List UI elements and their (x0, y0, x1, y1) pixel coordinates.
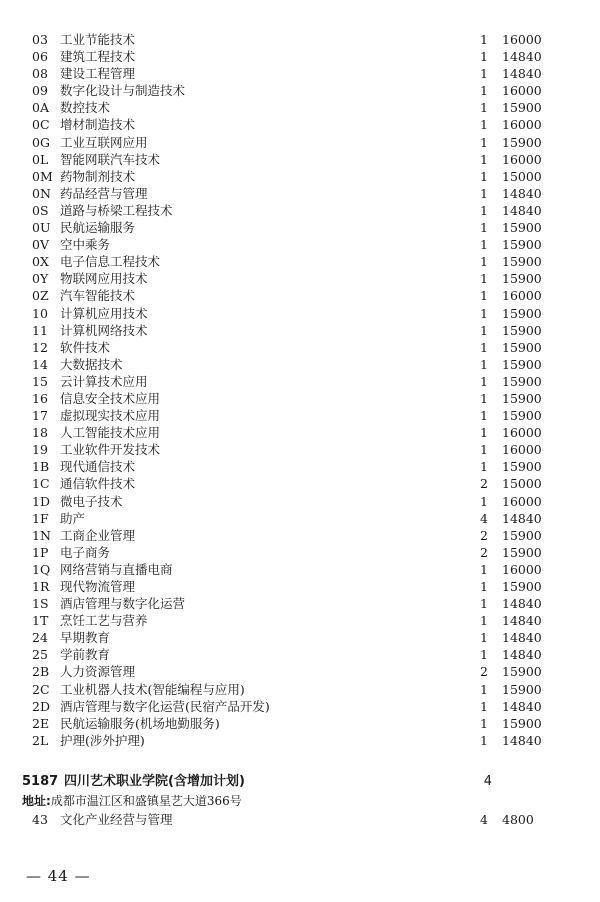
tuition-fee: 16000 (502, 442, 542, 458)
plan-count: 1 (480, 698, 488, 714)
plan-count: 1 (480, 151, 488, 167)
table-row (0, 168, 600, 185)
tuition-fee: 15900 (502, 715, 542, 731)
program-code: 10 (32, 305, 48, 321)
tuition-fee: 15900 (502, 271, 542, 287)
table-row (0, 475, 600, 492)
tuition-fee: 14840 (502, 510, 542, 526)
plan-count: 1 (480, 425, 488, 441)
tuition-fee: 4800 (502, 812, 534, 827)
program-code: 0N (32, 185, 51, 201)
plan-count: 1 (480, 681, 488, 697)
program-code: 1N (32, 527, 51, 543)
program-code: 2D (32, 698, 50, 714)
table-row (0, 629, 600, 646)
program-name: 人力资源管理 (60, 664, 136, 680)
tuition-fee: 14840 (502, 49, 542, 65)
tuition-fee: 15900 (502, 305, 542, 321)
plan-count: 1 (480, 66, 488, 82)
plan-count: 1 (480, 561, 488, 577)
tuition-fee: 16000 (502, 425, 542, 441)
plan-count: 1 (480, 408, 488, 424)
program-code: 1F (32, 510, 49, 526)
program-name: 文化产业经营与管理 (60, 812, 173, 827)
program-name: 微电子技术 (60, 493, 123, 509)
table-row (0, 305, 600, 322)
program-name: 虚拟现实技术应用 (60, 408, 161, 424)
program-name: 工业互联网应用 (60, 134, 148, 150)
tuition-fee: 16000 (502, 561, 542, 577)
program-name: 工商企业管理 (60, 527, 136, 543)
program-code: 03 (32, 32, 48, 47)
school-header (22, 773, 582, 791)
table-row (0, 681, 600, 698)
program-name: 智能网联汽车技术 (60, 151, 161, 167)
table-row (0, 407, 600, 424)
table-row (0, 493, 600, 510)
plan-count: 1 (480, 305, 488, 321)
table-row (0, 151, 600, 168)
school-plan-count: 4 (483, 774, 492, 789)
tuition-fee: 14840 (502, 647, 542, 663)
tuition-fee: 15900 (502, 356, 542, 372)
program-name: 网络营销与直播电商 (60, 561, 173, 577)
plan-count: 2 (480, 544, 488, 560)
program-name: 早期教育 (60, 630, 111, 646)
program-code: 18 (32, 425, 48, 441)
program-code: 06 (32, 49, 48, 65)
address-label: 地址: (22, 794, 51, 808)
program-code: 0M (32, 168, 53, 184)
table-row (0, 99, 600, 116)
table-row (0, 116, 600, 133)
table-row (0, 287, 600, 304)
program-name: 大数据技术 (60, 356, 123, 372)
plan-count: 1 (480, 390, 488, 406)
school-address (22, 793, 242, 810)
program-name: 计算机应用技术 (60, 305, 148, 321)
tuition-fee: 15900 (502, 322, 542, 338)
plan-count: 2 (480, 664, 488, 680)
tuition-fee: 15900 (502, 373, 542, 389)
tuition-fee: 16000 (502, 32, 542, 47)
program-name: 云计算技术应用 (60, 373, 148, 389)
table-row (0, 48, 600, 65)
program-code: 1T (32, 613, 49, 629)
plan-count: 1 (480, 339, 488, 355)
tuition-fee: 16000 (502, 151, 542, 167)
program-name: 建设工程管理 (60, 66, 136, 82)
program-name: 空中乘务 (60, 237, 111, 253)
program-code: 15 (32, 373, 48, 389)
program-name: 学前教育 (60, 647, 111, 663)
plan-count: 1 (480, 459, 488, 475)
plan-count: 1 (480, 373, 488, 389)
table-row (0, 595, 600, 612)
tuition-fee: 14840 (502, 630, 542, 646)
program-name: 通信软件技术 (60, 476, 136, 492)
program-name: 增材制造技术 (60, 117, 136, 133)
program-name: 电子商务 (60, 544, 111, 560)
program-code: 0U (32, 220, 51, 236)
program-code: 1C (32, 476, 50, 492)
table-row (0, 373, 600, 390)
program-code: 1Q (32, 561, 51, 577)
tuition-fee: 16000 (502, 493, 542, 509)
tuition-fee: 15900 (502, 681, 542, 697)
program-name: 酒店管理与数字化运营(民宿产品开发) (60, 698, 270, 714)
tuition-fee: 14840 (502, 185, 542, 201)
program-list (0, 31, 600, 749)
tuition-fee: 15900 (502, 254, 542, 270)
table-row (0, 698, 600, 715)
table-row (0, 202, 600, 219)
tuition-fee: 16000 (502, 117, 542, 133)
tuition-fee: 15900 (502, 237, 542, 253)
plan-count: 1 (480, 596, 488, 612)
plan-count: 1 (480, 32, 488, 47)
program-code: 1B (32, 459, 50, 475)
program-name: 数字化设计与制造技术 (60, 83, 186, 99)
plan-count: 1 (480, 254, 488, 270)
tuition-fee: 15900 (502, 664, 542, 680)
plan-count: 1 (480, 647, 488, 663)
table-row (0, 219, 600, 236)
program-code: 0Y (32, 271, 49, 287)
table-row (0, 578, 600, 595)
program-code: 2E (32, 715, 50, 731)
plan-count: 1 (480, 134, 488, 150)
table-row (0, 646, 600, 663)
program-name: 汽车智能技术 (60, 288, 136, 304)
program-name: 工业节能技术 (60, 32, 136, 47)
plan-count: 1 (480, 271, 488, 287)
plan-count: 1 (480, 442, 488, 458)
program-name: 物联网应用技术 (60, 271, 148, 287)
table-row (0, 31, 600, 48)
plan-count: 1 (480, 202, 488, 218)
plan-count: 1 (480, 220, 488, 236)
program-name: 电子信息工程技术 (60, 254, 161, 270)
tuition-fee: 16000 (502, 288, 542, 304)
program-name: 助产 (60, 510, 86, 526)
program-code: 2C (32, 681, 50, 697)
program-code: 1S (32, 596, 49, 612)
table-row (0, 253, 600, 270)
plan-count: 1 (480, 630, 488, 646)
program-code: 1P (32, 544, 49, 560)
table-row (0, 663, 600, 680)
program-code: 1R (32, 579, 50, 594)
plan-count: 1 (480, 493, 488, 509)
plan-count: 1 (480, 715, 488, 731)
program-code: 0X (32, 254, 49, 270)
table-row (0, 527, 600, 544)
school-name: 四川艺术职业学院(含增加计划) (64, 774, 245, 789)
program-name: 酒店管理与数字化运营 (60, 596, 186, 612)
plan-count: 1 (480, 83, 488, 99)
table-row (0, 441, 600, 458)
program-name: 烹饪工艺与营养 (60, 613, 148, 629)
program-code: 0V (32, 237, 49, 253)
program-name: 民航运输服务 (60, 220, 136, 236)
table-row (0, 458, 600, 475)
program-code: 0L (32, 151, 49, 167)
program-code: 16 (32, 390, 48, 406)
program-code: 19 (32, 442, 48, 458)
plan-count: 2 (480, 476, 488, 492)
school-code: 5187 (22, 774, 59, 789)
plan-count: 4 (480, 812, 488, 827)
program-code: 08 (32, 66, 48, 82)
plan-count: 1 (480, 322, 488, 338)
tuition-fee: 14840 (502, 732, 542, 748)
program-code: 25 (32, 647, 48, 663)
program-name: 现代物流管理 (60, 579, 136, 594)
program-name: 人工智能技术应用 (60, 425, 161, 441)
tuition-fee: 15900 (502, 339, 542, 355)
tuition-fee: 16000 (502, 83, 542, 99)
table-row (0, 236, 600, 253)
table-row (0, 732, 600, 749)
program-code: 0A (32, 100, 49, 116)
tuition-fee: 15900 (502, 459, 542, 475)
table-row (0, 612, 600, 629)
program-code: 43 (32, 812, 48, 827)
page-number: — 44 — (26, 867, 91, 885)
tuition-fee: 14840 (502, 613, 542, 629)
program-name: 现代通信技术 (60, 459, 136, 475)
program-name: 工业软件开发技术 (60, 442, 161, 458)
tuition-fee: 15000 (502, 476, 542, 492)
tuition-fee: 15900 (502, 408, 542, 424)
tuition-fee: 15900 (502, 544, 542, 560)
tuition-fee: 14840 (502, 596, 542, 612)
plan-count: 1 (480, 356, 488, 372)
table-row (0, 715, 600, 732)
tuition-fee: 15900 (502, 527, 542, 543)
plan-count: 1 (480, 168, 488, 184)
table-row (0, 561, 600, 578)
plan-count: 4 (480, 510, 488, 526)
table-row (0, 356, 600, 373)
table-row (0, 424, 600, 441)
program-name: 工业机器人技术(智能编程与应用) (60, 681, 245, 697)
plan-count: 1 (480, 117, 488, 133)
plan-count: 1 (480, 613, 488, 629)
tuition-fee: 15900 (502, 134, 542, 150)
school-program-list (0, 811, 600, 828)
program-code: 0S (32, 202, 49, 218)
tuition-fee: 14840 (502, 202, 542, 218)
tuition-fee: 15900 (502, 579, 542, 594)
table-row (0, 82, 600, 99)
plan-count: 1 (480, 185, 488, 201)
program-code: 17 (32, 408, 48, 424)
table-row (0, 185, 600, 202)
table-row (0, 134, 600, 151)
program-name: 药品经营与管理 (60, 185, 148, 201)
table-row (0, 322, 600, 339)
program-name: 护理(涉外护理) (60, 732, 145, 748)
plan-count: 1 (480, 100, 488, 116)
tuition-fee: 15900 (502, 390, 542, 406)
table-row (0, 339, 600, 356)
table-row (0, 544, 600, 561)
program-code: 1D (32, 493, 50, 509)
program-code: 2L (32, 732, 49, 748)
tuition-fee: 14840 (502, 698, 542, 714)
program-name: 药物制剂技术 (60, 168, 136, 184)
program-name: 道路与桥梁工程技术 (60, 202, 173, 218)
table-row (0, 390, 600, 407)
tuition-fee: 14840 (502, 66, 542, 82)
program-name: 建筑工程技术 (60, 49, 136, 65)
program-name: 数控技术 (60, 100, 111, 116)
program-code: 24 (32, 630, 48, 646)
table-row (0, 510, 600, 527)
table-row (0, 270, 600, 287)
plan-count: 1 (480, 237, 488, 253)
address-text: 成都市温江区和盛镇星艺大道366号 (50, 794, 242, 808)
program-name: 信息安全技术应用 (60, 390, 161, 406)
plan-count: 1 (480, 288, 488, 304)
program-code: 12 (32, 339, 48, 355)
plan-count: 1 (480, 49, 488, 65)
tuition-fee: 15900 (502, 100, 542, 116)
program-code: 0Z (32, 288, 49, 304)
plan-count: 2 (480, 527, 488, 543)
program-name: 民航运输服务(机场地勤服务) (60, 715, 220, 731)
program-code: 2B (32, 664, 50, 680)
table-row (0, 811, 600, 828)
program-code: 11 (32, 322, 48, 338)
program-code: 0C (32, 117, 50, 133)
program-name: 计算机网络技术 (60, 322, 148, 338)
plan-count: 1 (480, 579, 488, 594)
tuition-fee: 15000 (502, 168, 542, 184)
tuition-fee: 15900 (502, 220, 542, 236)
program-code: 0G (32, 134, 50, 150)
plan-count: 1 (480, 732, 488, 748)
program-name: 软件技术 (60, 339, 111, 355)
program-code: 09 (32, 83, 48, 99)
table-row (0, 65, 600, 82)
program-code: 14 (32, 356, 48, 372)
